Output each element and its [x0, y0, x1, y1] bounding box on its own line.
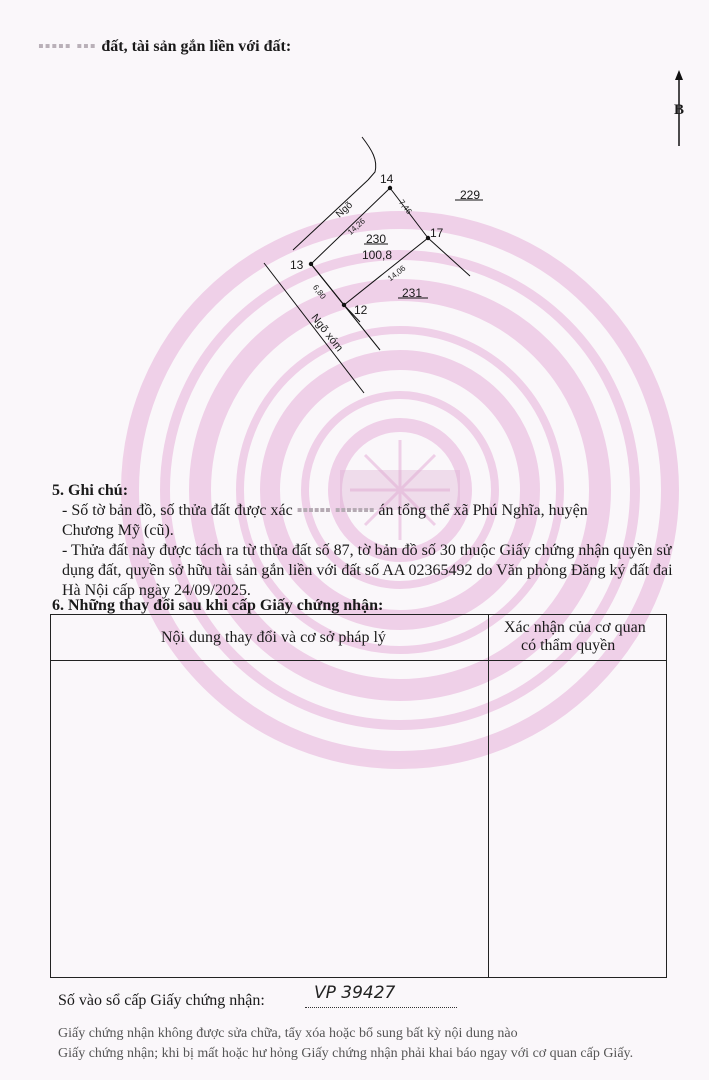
notes-heading: 5. Ghi chú: [52, 482, 129, 499]
vertex-14-label: 14 [380, 172, 394, 186]
north-arrow-label: B [674, 102, 685, 118]
road-left-label: Ngõ xóm [308, 312, 346, 355]
edge-13-12-length: 6,80 [310, 283, 328, 301]
header-line: đất, tài sản gắn liền với đất: [101, 38, 292, 55]
neighbor-parcel-231: 231 [402, 286, 423, 300]
registry-label: Số vào sổ cấp Giấy chứng nhận: [58, 992, 265, 1009]
parcel-plan-diagram [0, 0, 709, 400]
notes-line-1 [62, 500, 588, 522]
table-col-content-header: Nội dung thay đổi và cơ sở pháp lý [161, 629, 386, 646]
registry-value-handwritten: VP 39427 [314, 983, 396, 1003]
notes-line-1-start: - Số tờ bản đồ, số thửa đất được xác [62, 502, 293, 519]
notes-line-4: dụng đất, quyền sở hữu tài sản gắn liền với đất số AA 02365492 do Văn phòng Đăng ký đất đai [62, 562, 673, 579]
notes-line-2: Chương Mỹ (cũ). [62, 522, 174, 539]
vertex-17-label: 17 [430, 226, 444, 240]
edge-14-17-length: 7,46 [396, 198, 414, 216]
neighbor-parcel-229: 229 [460, 188, 481, 202]
header-faded-prefix: ▪▪▪▪▪ ▪▪▪ [38, 38, 102, 55]
notes-line-1-end: án tổng thể xã Phú Nghĩa, huyện [378, 502, 588, 519]
vertex-12-label: 12 [354, 303, 368, 317]
table-col-confirm-header-2: có thẩm quyền [521, 637, 616, 654]
table-column-divider [488, 615, 489, 977]
changes-table [50, 614, 667, 978]
notes-line-3: - Thửa đất này được tách ra từ thửa đất số 87, tờ bản đồ số 30 thuộc Giấy chứng nhận quyền sử [62, 542, 672, 559]
notes-faded-text: ▪▪▪▪▪▪ ▪▪▪▪▪▪▪ [292, 502, 379, 519]
parcel-number: 230 [366, 232, 387, 246]
notes-line-5: Hà Nội cấp ngày 24/09/2025. [62, 582, 251, 599]
table-col-confirm-header-1: Xác nhận của cơ quan [504, 619, 646, 636]
changes-heading: 6. Những thay đổi sau khi cấp Giấy chứng nhận: [52, 597, 384, 614]
edge-13-14-length: 14,26 [346, 216, 367, 237]
edge-17-12-length: 14,06 [386, 263, 408, 284]
road-top-label: Ngõ [334, 199, 356, 221]
vertex-13-label: 13 [290, 258, 304, 272]
parcel-area: 100,8 [362, 248, 393, 262]
warning-line-2: Giấy chứng nhận; khi bị mất hoặc hư hỏng Giấy chứng nhận phải khai báo ngay với cơ quan cấp Giấy. [58, 1046, 634, 1061]
warning-line-1: Giấy chứng nhận không được sửa chữa, tẩy xóa hoặc bổ sung bất kỳ nội dung nào [58, 1026, 518, 1041]
table-header-divider [51, 660, 666, 661]
